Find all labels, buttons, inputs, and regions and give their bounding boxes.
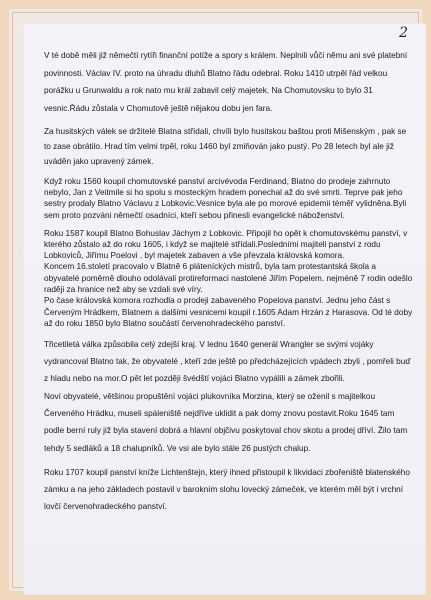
paragraph: Koncem 16.století pracovalo v Blatně 6 pláteníckých mistrů, byla tam protestantská škola a obyvatelé poměrně dlouho odolávali protireformaci nastolené Jiřím Popelem. nejméně 7 rodin odešlo raději za hranice než aby se vzdali své víry. xyxy=(44,262,413,295)
paragraph: Noví obyvatelé, většinou propuštění vojáci plukovníka Morzina, který se oženil s majitelkou Červeného Hrádku, museli spáleniště nejdříve uklidit a pak domy znovu postavit.Roku 1645 tam podle berní ruly již byla stavení dobrá a hlavní objčivu poskytoval chov skotu a prodej dříví. Žilo tam tehdy 5 sedláků a 18 chalupníků. Ve vsi ale bylo stále 26 pustých chalup. xyxy=(44,391,408,453)
document-body xyxy=(44,47,413,522)
paragraph: Za husitských válek se držitelé Blatna střídali, chvíli bylo husitskou baštou proti Mišenským , pak se to zase obrátilo. Hrad tím velmi trpěl, roku 1460 byl zmiňován jako pustý. Po 28 letech byl ale již uváděn jako upravený zámek. xyxy=(44,126,407,166)
document-page xyxy=(23,23,426,595)
page-number: 2 xyxy=(399,25,408,41)
paragraph: Třicetiletá válka způsobila celý zdejší kraj. V lednu 1640 generál Wrangler se svými vojáky vydrancoval Blatno tak, že obyvatelé , kteří zde ještě po předcházejících vpádech zbyli , pomřeli buď z hladu nebo na mor.O pět let později švédští vojáci Blatno vypálili a zámek zbořili. xyxy=(44,339,411,384)
paragraph: V té době měli již němečtí rytíři finanční potíže a spory s králem. Neplnili vůči němu ani své platební povinnosti. Václav IV. proto na úhradu dluhů Blatno řádu odebral. Roku 1410 utrpěl řád velkou porážku u Grunwaldu a rok nato mu král zabavil celý majetek. Na Chomutovsku to bylo 31 vesnic.Řádu zůstala v Chomutově ještě nějakou dobu jen fara. xyxy=(44,51,408,113)
paragraph: Roku 1707 koupil panství kníže Lichtenštejn, který ihned přistoupil k likvidaci zbořeniště blatenského zámku a na jeho základech postavil v barokním slohu lovecký zámeček, ve kterém měl být i vrchní lovčí červenohradeckého panství. xyxy=(44,467,410,512)
paragraph: Když roku 1560 koupil chomutovské panství arcivévoda Ferdinand, Blatno do prodeje zahrnuto nebylo, Jan z Veitmile si ho spolu s mosteckým hradem ponechal až do své smrti. Teprve pak jeho sestry prodaly Blatno Václavu z Lobkovic.Vesnice byla ale po morové epidemii téměř vylidněna.Byli sem proto pozváni němečtí osadníci, kteří sebou přinesli evangelické náboženství. xyxy=(44,176,407,220)
paragraph: Po čase královská komora rozhodla o prodeji zabaveného Popelova panství. Jednu jeho část s Červeným Hrádkem, Blatnem a dalšími vesnicemi koupil r.1605 Adam Hrzán z Harasova. Od té doby až do roku 1850 bylo Blatno součástí červenohradeckého panství. xyxy=(44,296,413,328)
paragraph: Roku 1587 koupil Blatno Bohuslav Jáchym z Lobkovic. Připojil ho opět k chomutovskému panství, v kterého zůstalo až do roku 1605, i když se majitelé střídali.Posledními majiteli panství z rodu Lobkoviců, Jiřímu Poelovi , byl majetek zabaven a vše převzala královská komora. xyxy=(44,228,408,261)
